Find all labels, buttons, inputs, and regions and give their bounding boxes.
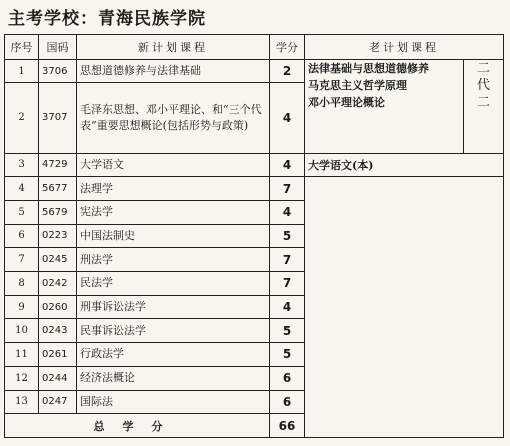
header-old-course: 老计划课程 <box>305 35 504 60</box>
seq-cell: 6 <box>5 224 39 248</box>
credit-cell: 4 <box>270 83 305 153</box>
code-cell: 3707 <box>39 83 77 153</box>
seq-cell: 7 <box>5 248 39 272</box>
course-name-cell: 国际法 <box>77 390 270 414</box>
old-course-line: 马克思主义哲学原理 <box>308 78 407 92</box>
credit-cell: 7 <box>270 177 305 201</box>
code-cell: 0244 <box>39 366 77 390</box>
total-label: 总学分 <box>5 414 270 438</box>
course-name-cell: 刑法学 <box>77 248 270 272</box>
credit-cell: 4 <box>270 153 305 177</box>
credit-cell: 7 <box>270 248 305 272</box>
old-course-line: 法律基础与思想道德修养 <box>308 61 429 75</box>
seq-cell: 9 <box>5 295 39 319</box>
code-cell: 5679 <box>39 200 77 224</box>
course-name-cell: 中国法制史 <box>77 224 270 248</box>
course-name-cell: 经济法概论 <box>77 366 270 390</box>
seq-cell: 10 <box>5 319 39 343</box>
code-cell: 3706 <box>39 59 77 83</box>
old-course-empty-cell <box>305 177 504 438</box>
code-cell: 0242 <box>39 272 77 296</box>
seq-cell: 3 <box>5 153 39 177</box>
course-name-cell: 民事诉讼法学 <box>77 319 270 343</box>
course-name-cell: 宪法学 <box>77 200 270 224</box>
credit-cell: 6 <box>270 390 305 414</box>
course-table <box>4 34 504 438</box>
total-credit: 66 <box>270 414 305 438</box>
header-row <box>5 35 504 60</box>
credit-cell: 4 <box>270 295 305 319</box>
seq-cell: 13 <box>5 390 39 414</box>
code-cell: 4729 <box>39 153 77 177</box>
table-row <box>5 59 504 83</box>
credit-cell: 5 <box>270 319 305 343</box>
side-char: 二 <box>476 94 490 110</box>
course-name-cell: 大学语文 <box>77 153 270 177</box>
course-name-cell: 法理学 <box>77 177 270 201</box>
code-cell: 0247 <box>39 390 77 414</box>
seq-cell: 4 <box>5 177 39 201</box>
course-name-cell: 思想道德修养与法律基础 <box>77 59 270 83</box>
old-side-cell <box>464 59 504 153</box>
course-name-cell: 民法学 <box>77 272 270 296</box>
course-name-cell: 行政法学 <box>77 343 270 367</box>
header-credit: 学分 <box>270 35 305 60</box>
course-name-cell: 毛泽东思想、邓小平理论、和“三个代表”重要思想概论(包括形势与政策) <box>77 83 270 153</box>
code-cell: 0245 <box>39 248 77 272</box>
credit-cell: 2 <box>270 59 305 83</box>
credit-cell: 6 <box>270 366 305 390</box>
old-course-cell <box>305 59 464 153</box>
seq-cell: 2 <box>5 83 39 153</box>
seq-cell: 5 <box>5 200 39 224</box>
code-cell: 0223 <box>39 224 77 248</box>
credit-cell: 4 <box>270 200 305 224</box>
seq-cell: 1 <box>5 59 39 83</box>
table-row <box>5 177 504 201</box>
credit-cell: 7 <box>270 272 305 296</box>
header-new-course: 新计划课程 <box>77 35 270 60</box>
page-title: 主考学校：青海民族学院 <box>8 9 206 29</box>
table-row <box>5 153 504 177</box>
seq-cell: 11 <box>5 343 39 367</box>
credit-cell: 5 <box>270 343 305 367</box>
header-seq: 序号 <box>5 35 39 60</box>
old-course-line: 邓小平理论概论 <box>308 95 385 109</box>
credit-cell: 5 <box>270 224 305 248</box>
seq-cell: 12 <box>5 366 39 390</box>
code-cell: 0261 <box>39 343 77 367</box>
code-cell: 0243 <box>39 319 77 343</box>
old-course-cell: 大学语文(本) <box>305 153 504 177</box>
code-cell: 0260 <box>39 295 77 319</box>
side-char: 二 <box>476 60 490 76</box>
code-cell: 5677 <box>39 177 77 201</box>
header-code: 国码 <box>39 35 77 60</box>
side-char: 代 <box>476 77 490 93</box>
seq-cell: 8 <box>5 272 39 296</box>
course-name-cell: 刑事诉讼法学 <box>77 295 270 319</box>
